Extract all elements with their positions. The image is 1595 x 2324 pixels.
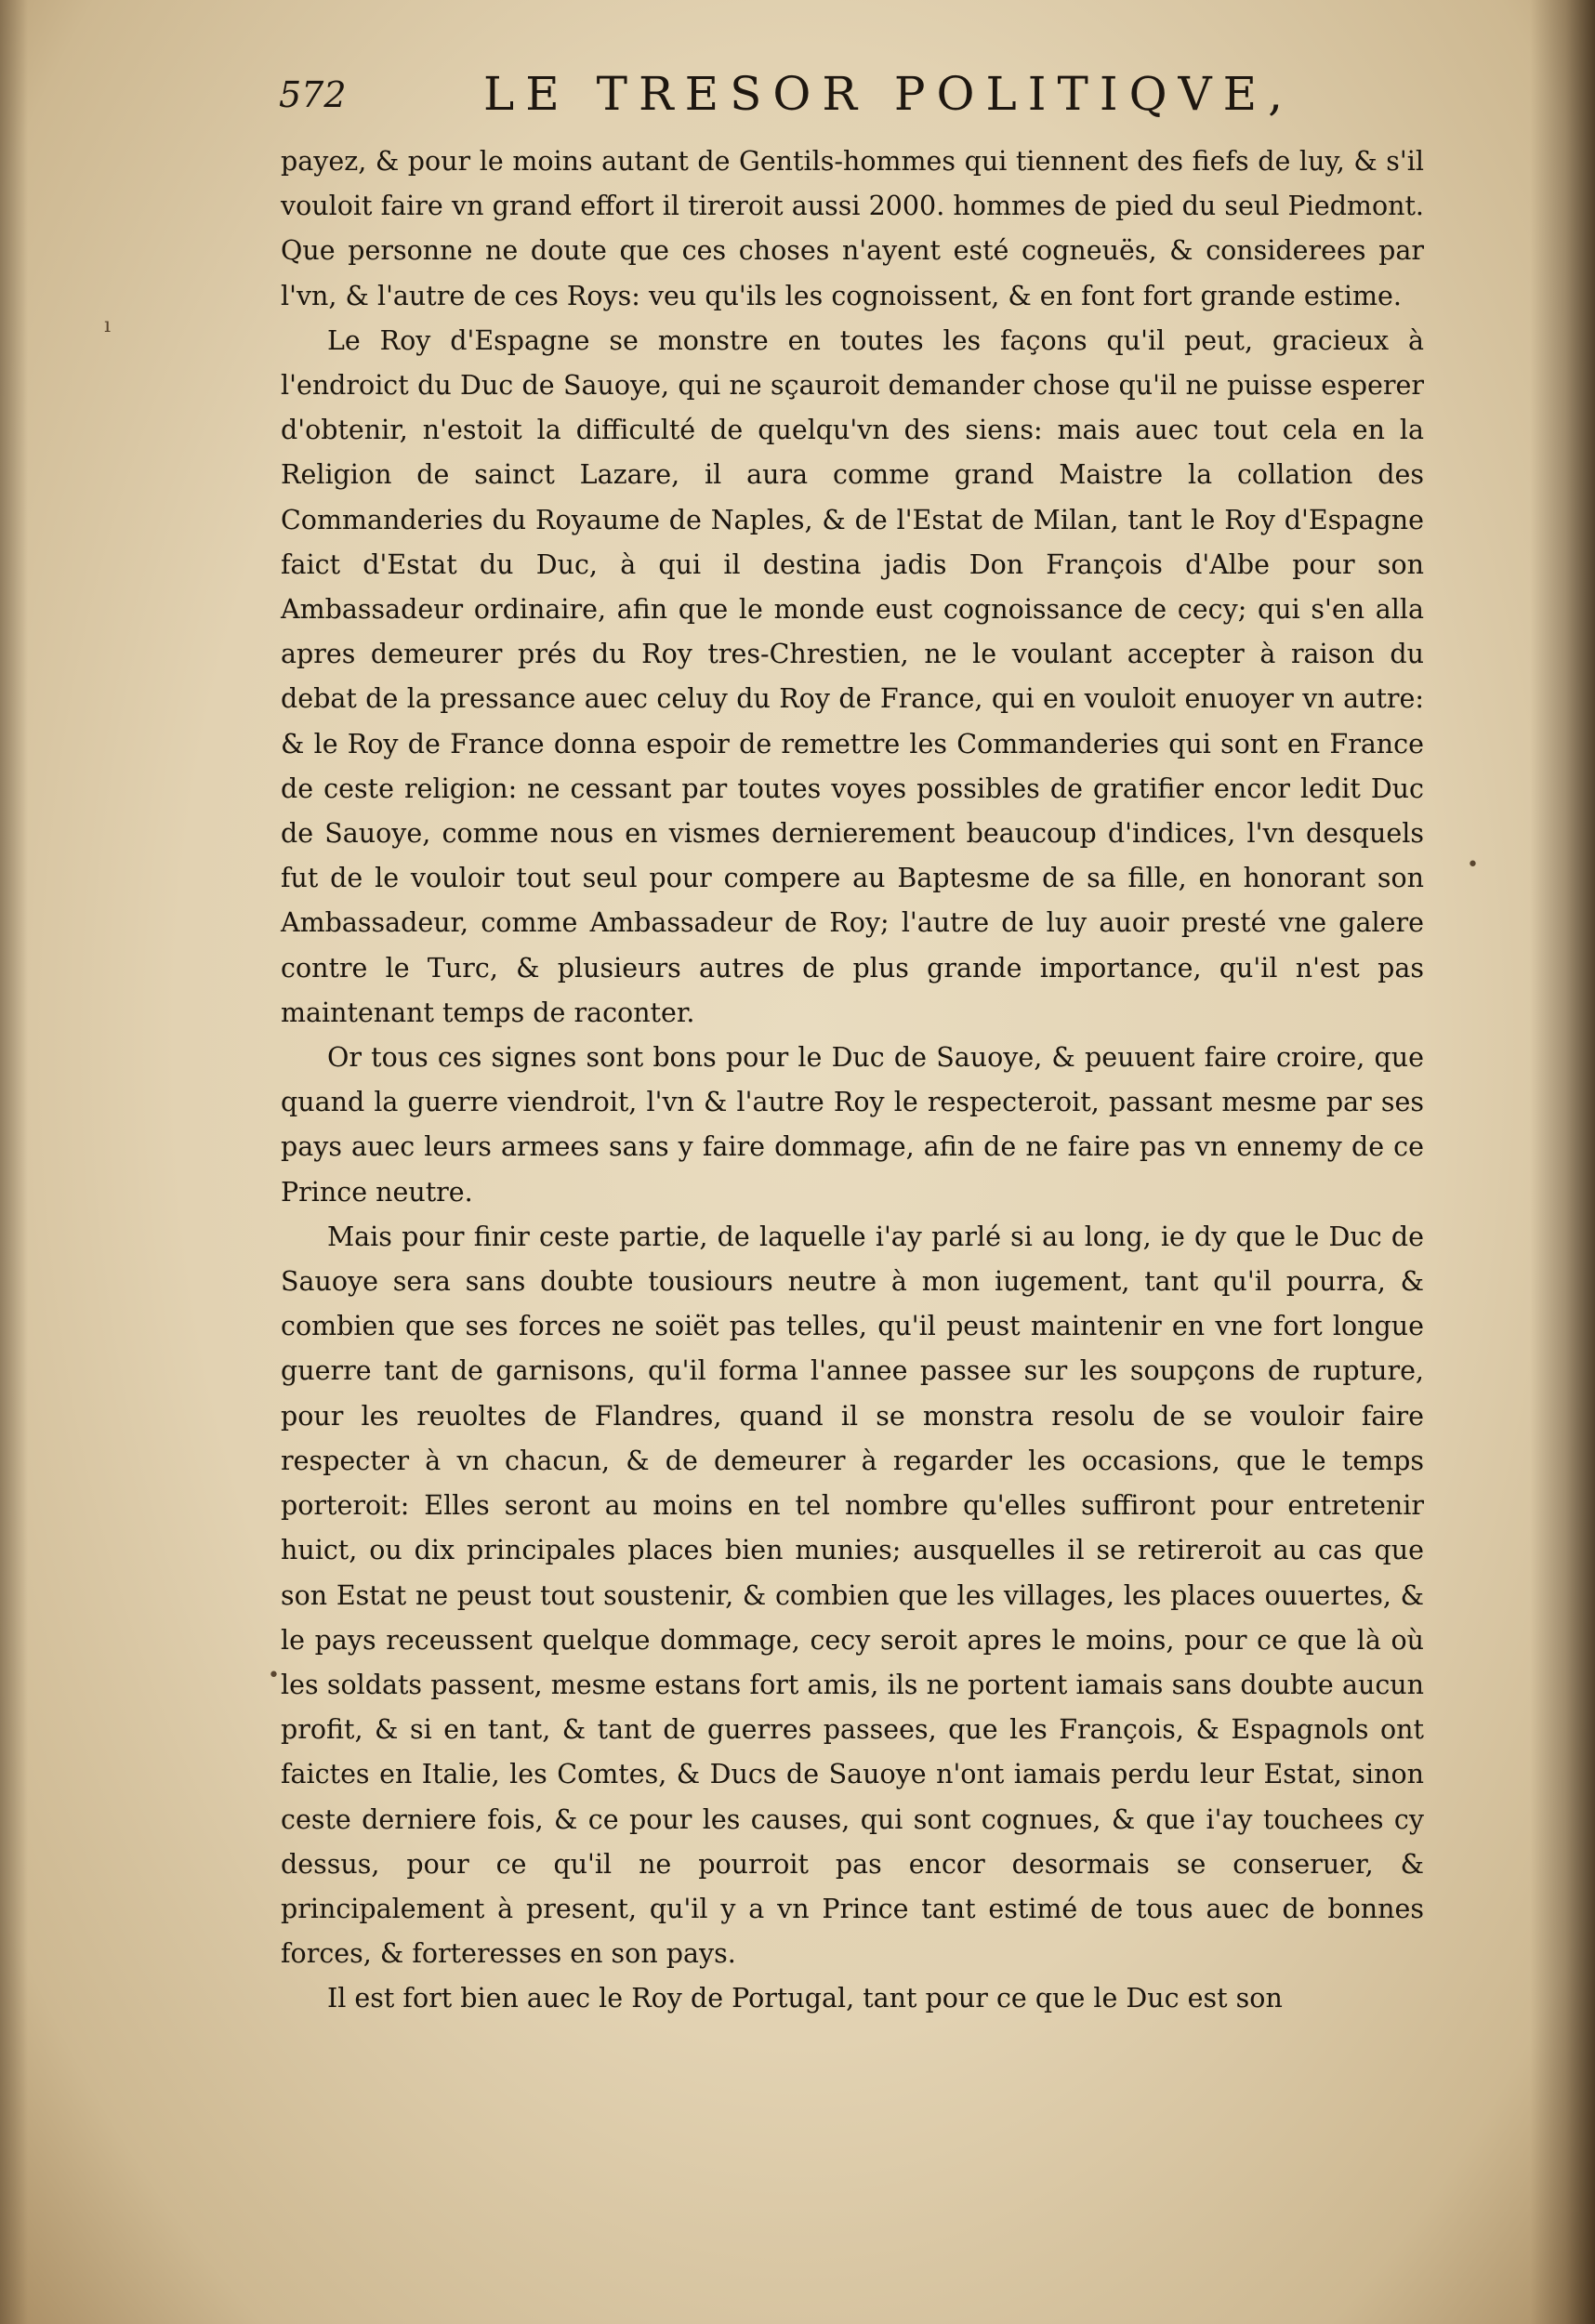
margin-mark: ı	[104, 314, 112, 337]
paragraph-2: Le Roy d'Espagne se monstre en toutes les façons qu'il peut, gracieux à l'endroict du Duc de Sauoye, qui ne sçauroit demander chose qu'il ne puisse esperer d'obtenir, n'estoit la difficulté de quelqu'vn des siens: mais auec tout cela en la Religion de sainct Lazare, il aura comme grand Maistre la collation des Commanderies du Royaume de Naples, & de l'Estat de Milan, tant le Roy d'Espagne faict d'Estat du Duc, à qui il destina jadis Don François d'Albe pour son Ambassadeur ordinaire, afin que le monde eust cognoissance de cecy; qui s'en alla apres demeurer prés du Roy tres-Chrestien, ne le voulant accepter à raison du debat de la pressance auec celuy du Roy de France, qui en vouloit enuoyer vn autre: & le Roy de France donna espoir de remettre les Commanderies qui sont en France de ceste religion: ne cessant par toutes voyes possibles de gratifier encor ledit Duc de Sauoye, comme nous en vismes dernierement beaucoup d'indices, l'vn desquels fut de le vouloir tout seul pour compere au Baptesme de sa fille, en honorant son Ambassadeur, comme Ambassadeur de Roy; l'autre de luy auoir presté vne galere contre le Turc, & plusieurs autres de plus grande importance, qu'il n'est pas maintenant temps de raconter.	[281, 324, 1424, 1028]
body-text	[281, 139, 1424, 2022]
page-header	[279, 67, 1295, 132]
margin-mark: •	[1467, 853, 1479, 877]
page-left-edge-shading	[0, 0, 28, 2324]
margin-mark: •	[268, 1664, 280, 1687]
paragraph-1: payez, & pour le moins autant de Gentils-hommes qui tiennent des fiefs de luy, & s'il vouloit faire vn grand effort il tireroit aussi 2000. hommes de pied du seul Piedmont. Que personne ne doute que ces choses n'ayent esté cogneuës, & considerees par l'vn, & l'autre de ces Roys: veu qu'ils les cognoissent, & en font fort grande estime.	[281, 146, 1424, 311]
running-head: LE TRESOR POLITIQVE,	[483, 67, 1295, 121]
paragraph-4: Mais pour finir ceste partie, de laquelle i'ay parlé si au long, ie dy que le Duc de Sauoye sera sans doubte tousiours neutre à mon iugement, tant qu'il pourra, & combien que ses forces ne soiët pas telles, qu'il peust maintenir en vne fort longue guerre tant de garnisons, qu'il forma l'annee passee sur les soupçons de rupture, pour les reuoltes de Flandres, quand il se monstra resolu de se vouloir faire respecter à vn chacun, & de demeurer à regarder les occasions, que le temps porteroit: Elles seront au moins en tel nombre qu'elles suffiront pour entretenir huict, ou dix principales places bien munies; ausquelles il se retireroit au cas que son Estat ne peust tout soustenir, & combien que les villages, les places ouuertes, & le pays receussent quelque dommage, cecy seroit apres le moins, pour ce que là où les soldats passent, mesme estans fort amis, ils ne portent iamais sans doubte aucun profit, & si en tant, & tant de guerres passees, que les François, & Espagnols ont faictes en Italie, les Comtes, & Ducs de Sauoye n'ont iamais perdu leur Estat, sinon ceste derniere fois, & ce pour les causes, qui sont cognues, & que i'ay touchees cy dessus, pour ce qu'il ne pourroit pas encor desormais se conseruer, & principalement à present, qu'il y a vn Prince tant estimé de tous auec de bonnes forces, & forteresses en son pays.	[281, 1221, 1424, 1970]
page-number: 572	[279, 74, 347, 115]
paragraph-5: Il est fort bien auec le Roy de Portugal, tant pour ce que le Duc est son	[327, 1983, 1283, 2014]
spine-shadow	[1530, 0, 1595, 2324]
paragraph-3: Or tous ces signes sont bons pour le Duc de Sauoye, & peuuent faire croire, que quand la guerre viendroit, l'vn & l'autre Roy le respecteroit, passant mesme par ses pays auec leurs armees sans y faire dommage, afin de ne faire pas vn ennemy de ce Prince neutre.	[281, 1042, 1424, 1208]
